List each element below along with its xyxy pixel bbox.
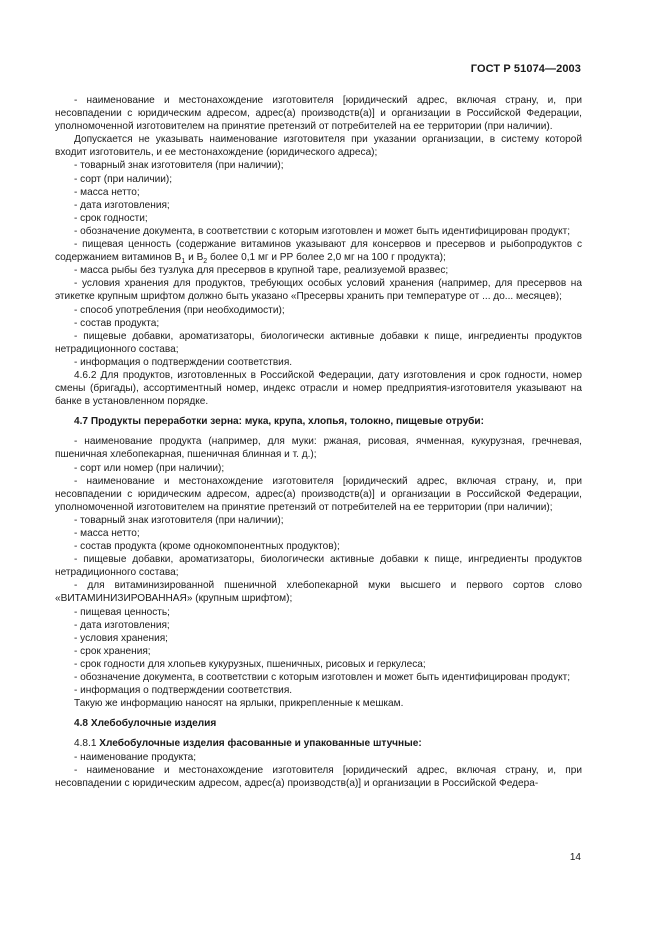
- body-paragraph: - дата изготовления;: [74, 619, 170, 631]
- section-heading: 4.7 Продукты переработки зерна: мука, крупа, хлопья, толокно, пищевые отруби:: [74, 416, 484, 428]
- body-paragraph: - дата изготовления;: [74, 199, 170, 211]
- body-paragraph: - обозначение документа, в соответствии с которым изготовлен и может быть идентифицирован продукт;: [74, 672, 571, 684]
- body-paragraph: - сорт или номер (при наличии);: [74, 462, 225, 474]
- body-paragraph: - состав продукта (кроме однокомпонентных продуктов);: [74, 541, 340, 553]
- body-paragraph: - срок годности для хлопьев кукурузных, пшеничных, рисовых и геркулеса;: [74, 658, 426, 670]
- subsection-heading: 4.8.1 Хлебобулочные изделия фасованные и упакованные штучные:: [74, 738, 422, 750]
- body-paragraph: - наименование и местонахождение изготовителя [юридический адрес, включая страну, и, при несовпадении с юридическим адресом, адрес(а) производств(а)] и организации в Российской Федера-: [55, 764, 582, 789]
- body-paragraph: - масса нетто;: [74, 186, 140, 198]
- body-paragraph: - состав продукта;: [74, 317, 160, 329]
- body-paragraph: - информация о подтверждении соответствия.: [74, 685, 293, 697]
- body-paragraph: - наименование продукта;: [74, 751, 197, 763]
- body-paragraph: - пищевая ценность;: [74, 606, 170, 618]
- body-paragraph: Такую же информацию наносят на ярлыки, прикрепленные к мешкам.: [74, 698, 404, 710]
- section-heading: 4.8 Хлебобулочные изделия: [74, 718, 217, 730]
- body-paragraph: - наименование и местонахождение изготовителя [юридический адрес, включая страну, и, при несовпадении с юридическим адресом, адрес(а) производств(а)] и организации в Российской Федерации, уполномоченной изготовителем на принятие претензий от потребителей на ее территории (при наличии).: [55, 95, 582, 133]
- body-paragraph: - условия хранения для продуктов, требующих особых условий хранения (например, для пресервов на этикетке крупным шрифтом должно быть указано «Пресервы хранить при температуре от ... до... месяцев);: [55, 278, 582, 303]
- body-paragraph: - пищевая ценность (содержание витаминов указывают для консервов и пресервов и рыбопродуктов с содержанием витаминов $В_1$ и $В_2$ более 0,1 мг и РР более 2,0 мг на 100 г продукта);: [55, 239, 582, 266]
- page-number: 14: [569, 852, 581, 863]
- document-body: [55, 94, 582, 790]
- body-paragraph: - способ употребления (при необходимости);: [74, 304, 285, 316]
- body-paragraph: Допускается не указывать наименование изготовителя при указании организации, в систему которой входит изготовитель, и ее местонахождение (юридического адреса);: [55, 134, 582, 159]
- page-header: ГОСТ Р 51074—2003: [470, 63, 581, 75]
- body-paragraph: - срок годности;: [74, 212, 148, 224]
- body-paragraph: - сорт (при наличии);: [74, 173, 173, 185]
- body-paragraph: 4.6.2 Для продуктов, изготовленных в Российской Федерации, дату изготовления и срок годности, номер смены (бригады), ассортиментный номер, индекс отрасли и номер предприятия-изготовителя указывают на банке в установленном порядке.: [55, 369, 582, 408]
- body-paragraph: - товарный знак изготовителя (при наличии);: [74, 514, 284, 526]
- body-paragraph: - наименование и местонахождение изготовителя [юридический адрес, включая страну, и, при несовпадении с юридическим адресом, адрес(а) производств(а)] и организации в Российской Федерации, уполномоченной изготовителем на принятие претензий от потребителей на ее территории (при наличии);: [55, 475, 582, 513]
- body-paragraph: - масса рыбы без тузлука для пресервов в крупной таре, реализуемой вразвес;: [74, 265, 449, 277]
- body-paragraph: - наименование продукта (например, для муки: ржаная, рисовая, ячменная, кукурузная, гречневая, пшеничная хлебопекарная, пшеничная блинная и т. д.);: [55, 436, 582, 461]
- body-paragraph: - масса нетто;: [74, 528, 140, 539]
- body-paragraph: - условия хранения;: [74, 632, 168, 644]
- body-paragraph: - информация о подтверждении соответствия.: [74, 356, 293, 368]
- body-paragraph: - товарный знак изготовителя (при наличии);: [74, 160, 284, 172]
- body-paragraph: - пищевые добавки, ароматизаторы, биологически активные добавки к пище, ингредиенты продуктов нетрадиционного состава;: [55, 330, 582, 355]
- body-paragraph: - для витаминизированной пшеничной хлебопекарной муки высшего и первого сортов слово «ВИТАМИНИЗИРОВАННАЯ» (крупным шрифтом);: [55, 580, 582, 605]
- body-paragraph: - обозначение документа, в соответствии с которым изготовлен и может быть идентифицирован продукт;: [74, 225, 571, 237]
- body-paragraph: - пищевые добавки, ароматизаторы, биологически активные добавки к пище, ингредиенты продуктов нетрадиционного состава;: [55, 554, 582, 579]
- body-paragraph: - срок хранения;: [74, 645, 151, 657]
